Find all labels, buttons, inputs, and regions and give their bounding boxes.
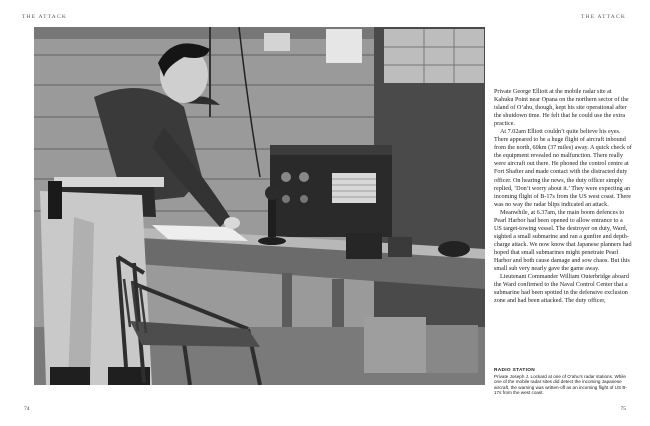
caption-title: RADIO STATION <box>494 368 536 373</box>
running-head-right: THE ATTACK <box>580 14 626 20</box>
photo-caption <box>494 368 632 396</box>
page-number-right: 75 <box>620 406 626 412</box>
caption-text: Private Joseph J. Lockard at one of O’ahu’s radar stations. While one of the mobile radar sites did detect the incoming Japanese aircraft, the warning was written-off as an incoming flight of US B-17s from the west coast. <box>494 373 627 396</box>
radar-station-photo <box>34 27 485 385</box>
body-paragraph: Private George Elliott at the mobile radar site at Kahuku Point near Opana on the northern sector of the island of O’ahu, though, kept his site operational after the shutdown time. He felt that he could use the extra practice. <box>494 89 629 128</box>
article-body <box>494 88 632 305</box>
body-paragraph: At 7.02am Elliott couldn’t quite believe his eyes. There appeared to be a huge flight of aircraft inbound from the north, 60km (37 miles) away. A quick check of the equipment revealed no malfunction. There really were aircraft out there. He phoned the control centre at Fort Shafter and made contact with the distracted duty officer. On hearing the news, the duty officer simply replied, ‘Don’t worry about it.’ They were expecting an incoming flight of B-17s from the US west coast. There was no way the radar blips indicated an attack. <box>494 129 632 208</box>
running-head-left: THE ATTACK <box>22 14 68 20</box>
body-paragraph: Meanwhile, at 6.37am, the main boom defences to Pearl Harbor had been opened to allow entrance to a US target-towing vessel. The destroyer on duty, Ward, sighted a small submarine and ran a gunfire and depth-charge attack. We now know that Japanese planners had hoped that small submarines might penetrate Pearl Harbor and both cause damage and sow chaos. But this small sub very nearly gave the game away. <box>494 209 632 273</box>
body-paragraph: Lieutenant Commander William Outerbridge aboard the Ward confirmed to the Naval Control Center that a submarine had been spotted in the defensive exclusion zone and had been attacked. The duty officer, <box>494 274 629 305</box>
page-number-left: 74 <box>24 406 30 412</box>
